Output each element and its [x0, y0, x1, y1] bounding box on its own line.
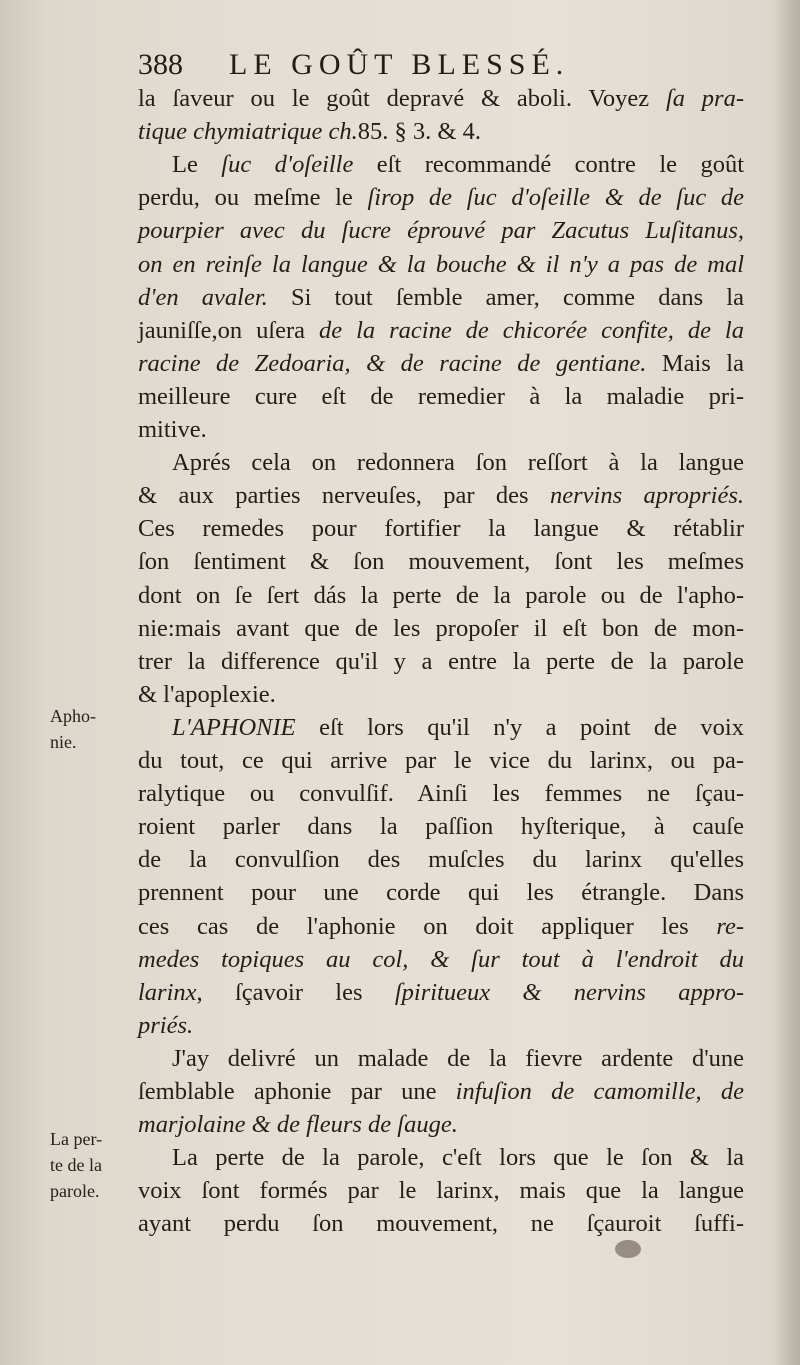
text-line [138, 281, 744, 314]
italic-text: de la racine de chicorée confite, de la [319, 316, 744, 344]
margin-note-line: te de la [50, 1155, 102, 1175]
margin-note-line: nie. [50, 732, 77, 752]
text-line [138, 645, 744, 678]
italic-text: ſuc d'oſeille [221, 151, 354, 179]
text-line [138, 843, 744, 876]
text-line [138, 876, 744, 909]
italic-text: tique chymiatrique ch. [138, 118, 358, 146]
text-line [138, 446, 744, 479]
roman-text: voix ſont formés par le larinx, mais que la langue [138, 1177, 744, 1205]
text-line [138, 413, 744, 446]
margin-note-perte-parole [50, 1126, 130, 1204]
roman-text: Si tout ſemble amer, comme dans la [267, 283, 744, 311]
text-line [138, 148, 744, 181]
roman-text: jauniſſe,on uſera [138, 316, 319, 344]
page-number: 388 [138, 48, 183, 81]
running-title: LE GOÛT BLESSÉ. [229, 48, 570, 81]
text-line [138, 181, 744, 214]
margin-note-aphonie [50, 703, 130, 755]
roman-text: ſon ſentiment & ſon mouvement, ſont les meſmes [138, 548, 744, 576]
italic-text: ſpiritueux & nervins appro- [394, 978, 744, 1006]
text-line [138, 1207, 744, 1240]
page-edge-shadow [774, 0, 800, 1365]
text-line [138, 810, 744, 843]
roman-text: La perte de la parole, c'eſt lors que le ſon & la [172, 1144, 744, 1172]
roman-text: prennent pour une corde qui les étrangle. Dans [138, 879, 744, 907]
roman-text: ralytique ou convulſif. Ainſi les femmes ne ſçau- [138, 780, 744, 808]
italic-text: ſa pra- [665, 85, 744, 112]
text-line [138, 976, 744, 1009]
running-header [138, 48, 569, 82]
roman-text: ſemblable aphonie par une [138, 1078, 456, 1105]
text-line [138, 115, 744, 148]
italic-text: medes topiques au col, & ſur tout à l'endroit du [138, 945, 744, 973]
roman-text: eſt recommandé contre le goût [353, 151, 744, 179]
text-line [138, 711, 744, 744]
italic-text: racine de Zedoaria, & de racine de gentiane. [138, 349, 647, 377]
roman-text: Aprés cela on redonnera ſon reſſort à la langue [172, 449, 744, 477]
italic-text: nervins apropriés. [549, 482, 744, 510]
italic-text: on en reinſe la langue & la bouche & il n'y a pas de mal [138, 250, 744, 278]
text-line [138, 314, 744, 347]
roman-text: Le [172, 151, 222, 179]
italic-text: priés. [138, 1011, 194, 1039]
roman-text: Mais la [646, 349, 744, 377]
text-line [138, 1174, 744, 1207]
text-line [138, 1075, 744, 1108]
roman-text: roient parler dans la paſſion hyſterique, à cauſe [138, 813, 744, 841]
roman-text: du tout, ce qui arrive par le vice du larinx, ou pa- [138, 747, 744, 774]
roman-text: Ces remedes pour fortifier la langue & rétablir [138, 515, 744, 543]
italic-text: marjolaine & de fleurs de ſauge. [138, 1111, 458, 1139]
text-line [138, 943, 744, 976]
roman-text: ces cas de l'aphonie on doit appliquer les [138, 912, 717, 940]
text-line [138, 744, 744, 777]
roman-text: , ſçavoir les [196, 978, 395, 1006]
text-line [138, 479, 744, 512]
ink-stain [615, 1240, 641, 1258]
text-line [138, 910, 744, 943]
text-line [138, 512, 744, 545]
text-line [138, 545, 744, 578]
text-line [138, 347, 744, 380]
roman-text: nie:mais avant que de les propoſer il eſt bon de mon- [138, 614, 744, 642]
text-line [138, 612, 744, 645]
roman-text: de la convulſion des muſcles du larinx qu'elles [138, 846, 744, 874]
text-line [138, 1009, 744, 1042]
italic-text: pourpier avec du ſucre éprouvé par Zacutus Luſitanus, [138, 217, 744, 245]
italic-text: d'en avaler. [138, 283, 268, 311]
text-line [138, 214, 744, 247]
text-line [138, 1042, 744, 1075]
text-line [138, 678, 744, 711]
roman-text: eſt lors qu'il n'y a point de voix [295, 713, 744, 741]
roman-text: dont on ſe ſert dás la perte de la parole ou de l'apho- [138, 581, 744, 609]
margin-note-line: parole. [50, 1181, 100, 1201]
roman-text: 85. § 3. & 4. [357, 118, 481, 146]
italic-text: re- [716, 912, 744, 940]
text-line [138, 248, 744, 281]
italic-text: L'APHONIE [172, 713, 296, 741]
margin-note-line: Apho- [50, 706, 96, 726]
text-line [138, 1108, 744, 1141]
italic-text: infuſion de camomille, de [455, 1078, 744, 1105]
roman-text: & aux parties nerveuſes, par des [138, 482, 550, 510]
italic-text: ſirop de ſuc d'oſeille & de ſuc de [367, 184, 744, 212]
roman-text: la ſaveur ou le goût depravé & aboli. Voyez [138, 85, 666, 112]
roman-text: ayant perdu ſon mouvement, ne ſçauroit ſuffi- [138, 1210, 744, 1238]
roman-text: perdu, ou meſme le [138, 184, 368, 212]
roman-text: J'ay delivré un malade de la fievre ardente d'une [172, 1044, 744, 1072]
text-line [138, 82, 744, 115]
text-line [138, 1141, 744, 1174]
text-line [138, 579, 744, 612]
roman-text: meilleure cure eſt de remedier à la maladie pri- [138, 382, 744, 410]
roman-text: & l'apoplexie. [138, 680, 276, 708]
roman-text: mitive. [138, 416, 207, 443]
text-line [138, 777, 744, 810]
text-line [138, 380, 744, 413]
roman-text: trer la difference qu'il y a entre la perte de la parole [138, 647, 744, 675]
italic-text: larinx [138, 978, 197, 1006]
margin-note-line: La per- [50, 1129, 103, 1149]
